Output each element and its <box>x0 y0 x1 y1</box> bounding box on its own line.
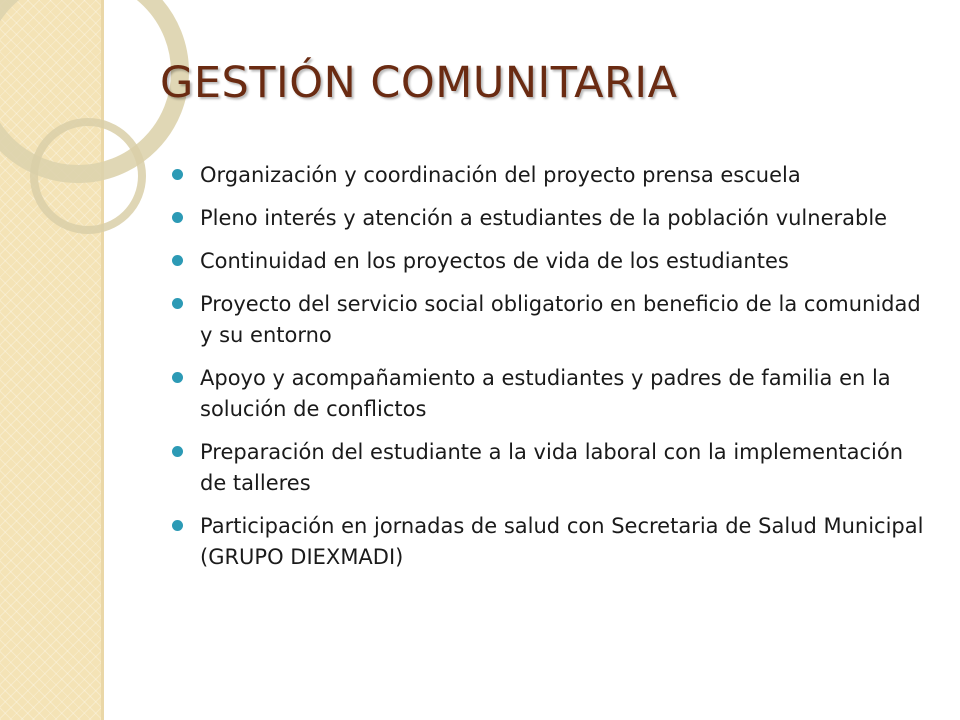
decorative-ring-outer <box>0 0 180 174</box>
bullet-dot-icon <box>172 372 183 383</box>
bullet-item <box>172 437 932 499</box>
bullet-dot-icon <box>172 298 183 309</box>
bullet-item <box>172 511 932 573</box>
bullet-item <box>172 363 932 425</box>
bullet-item <box>172 160 932 191</box>
bullet-list <box>172 160 932 585</box>
bullet-text: Continuidad en los proyectos de vida de los estudiantes <box>200 249 789 273</box>
bullet-text: Organización y coordinación del proyecto prensa escuela <box>200 163 801 187</box>
slide-title: GESTIÓN COMUNITARIA <box>160 58 678 108</box>
bullet-dot-icon <box>172 446 183 457</box>
bullet-item <box>172 203 932 234</box>
bullet-text: Apoyo y acompañamiento a estudiantes y padres de familia en la solución de conflictos <box>200 366 891 421</box>
bullet-dot-icon <box>172 169 183 180</box>
bullet-item <box>172 289 932 351</box>
bullet-item <box>172 246 932 277</box>
bullet-dot-icon <box>172 212 183 223</box>
bullet-dot-icon <box>172 520 183 531</box>
bullet-text: Proyecto del servicio social obligatorio en beneficio de la comunidad y su entorno <box>200 292 921 347</box>
bullet-text: Preparación del estudiante a la vida laboral con la implementación de talleres <box>200 440 904 495</box>
bullet-text: Pleno interés y atención a estudiantes de la población vulnerable <box>200 206 888 230</box>
bullet-text: Participación en jornadas de salud con Secretaria de Salud Municipal (GRUPO DIEXMADI) <box>200 514 924 569</box>
bullet-dot-icon <box>172 255 183 266</box>
